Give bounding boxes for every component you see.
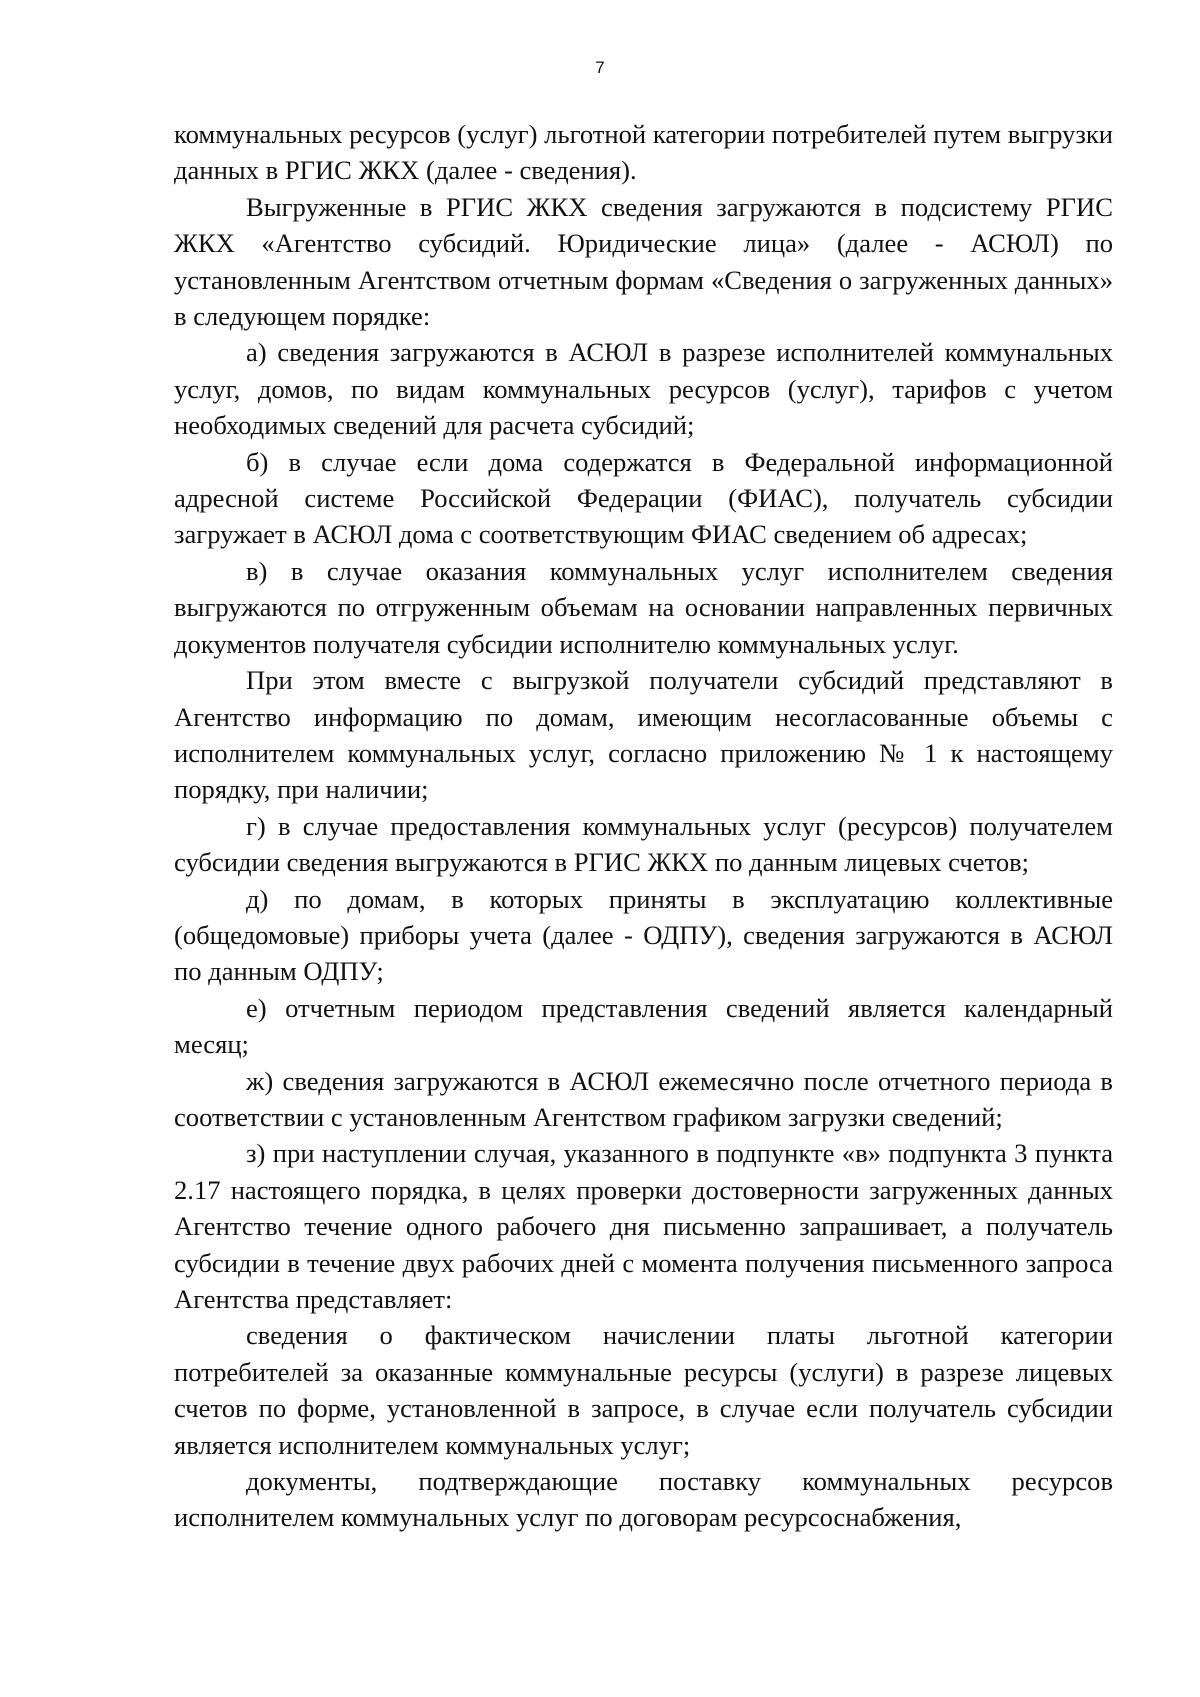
document-body [174,116,1113,1536]
paragraph-unagreed-volumes: При этом вместе с выгрузкой получатели субсидий представляют в Агентство информацию по домам, имеющим несогласованные объемы с исполнителем коммунальных услуг, согласно приложению № 1 к настоящему порядку, при наличии; [174,665,1113,805]
paragraph-item-a: а) сведения загружаются в АСЮЛ в разрезе исполнителей коммунальных услуг, домов, по видам коммунальных ресурсов (услуг), тарифов с учетом необходимых сведений для расчета субсидий; [174,337,1113,441]
paragraph-item-g: г) в случае предоставления коммунальных услуг (ресурсов) получателем субсидии сведения выгружаются в РГИС ЖКХ по данным лицевых счетов; [174,810,1113,878]
paragraph-actual-charges: сведения о фактическом начислении платы льготной категории потребителей за оказанные коммунальные ресурсы (услуги) в разрезе лицевых счетов по форме, установленной в запросе, в случае если получатель субсидии является исполнителем коммунальных услуг; [174,1320,1113,1460]
paragraph-item-zh: ж) сведения загружаются в АСЮЛ ежемесячно после отчетного периода в соответствии с установленным Агентством графиком загрузки сведений; [174,1065,1113,1132]
paragraph-item-e: е) отчетным периодом представления сведений является календарный месяц; [174,992,1113,1060]
paragraph-item-v: в) в случае оказания коммунальных услуг исполнителем сведения выгружаются по отгруженным объемам на основании направленных первичных документов получателя субсидии исполнителю коммунальных услуг. [174,555,1113,659]
paragraph-continuation: коммунальных ресурсов (услуг) льготной категории потребителей путем выгрузки данных в РГИС ЖКХ (далее - сведения). [174,119,1113,186]
paragraph-item-z: з) при наступлении случая, указанного в подпункте «в» подпункта 3 пункта 2.17 настоящего порядка, в целях проверки достоверности загруженных данных Агентство течение одного рабочего дня письменно запрашивает, а получатель субсидии в течение двух рабочих дней с момента получения письменного запроса Агентства представляет: [174,1138,1113,1314]
paragraph-supply-documents: документы, подтверждающие поставку коммунальных ресурсов исполнителем коммунальных услуг по договорам ресурсоснабжения, [174,1466,1113,1533]
paragraph-upload-procedure: Выгруженные в РГИС ЖКХ сведения загружаются в подсистему РГИС ЖКХ «Агентство субсидий. Юридические лица» (далее - АСЮЛ) по установленным Агентством отчетным формам «Сведения о загруженных данных» в следующем порядке: [174,191,1113,332]
paragraph-item-b: б) в случае если дома содержатся в Федеральной информационной адресной системе Российской Федерации (ФИАС), получатель субсидии загружает в АСЮЛ дома с соответствующим ФИАС сведением об адресах; [174,446,1113,550]
paragraph-item-d: д) по домам, в которых приняты в эксплуатацию коллективные (общедомовые) приборы учета (далее - ОДПУ), сведения загружаются в АСЮЛ по данным ОДПУ; [174,883,1113,987]
page-number: 7 [595,58,605,77]
